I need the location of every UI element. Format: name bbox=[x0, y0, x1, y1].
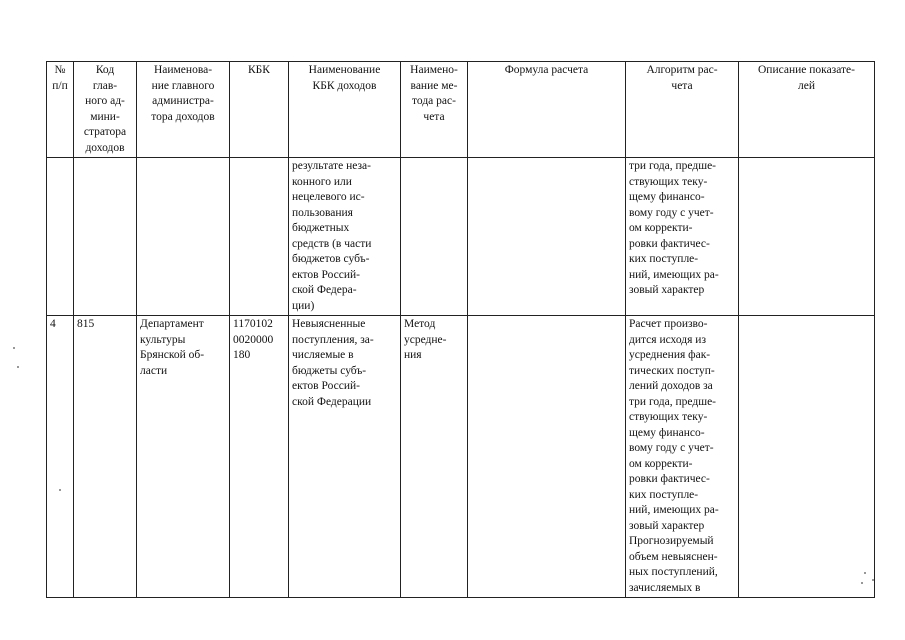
cell-number: 4 bbox=[47, 316, 74, 598]
cell-formula bbox=[468, 316, 626, 598]
header-kbk: КБК bbox=[230, 62, 289, 158]
cell-method-name: Метод усредне- ния bbox=[401, 316, 468, 598]
cell-algorithm: Расчет произво- дится исходя из усреднения фак- тических поступ- лений доходов за три года, предше- ствующих теку- щему финансо- вому году с учет- ом корректи- ровки фактичес- ких поступле- ний, имеющих ра- зовый характер Прогнозируемый объем невыяснен- ных поступлений, зачисляемых в bbox=[626, 316, 739, 598]
cell-kbk-name: Невыясненные поступления, за- числяемые в бюджеты субъ- ектов Россий- ской Федерации bbox=[289, 316, 401, 598]
cell-kbk: 1170102 0020000 180 bbox=[230, 316, 289, 598]
scan-speck bbox=[872, 579, 874, 581]
header-description: Описание показате- лей bbox=[739, 62, 875, 158]
header-kbk-name: Наименование КБК доходов bbox=[289, 62, 401, 158]
cell-description bbox=[739, 316, 875, 598]
scan-speck bbox=[861, 582, 863, 584]
cell-formula bbox=[468, 158, 626, 316]
revenue-methodology-table bbox=[46, 61, 875, 598]
cell-admin-code bbox=[74, 158, 137, 316]
cell-kbk bbox=[230, 158, 289, 316]
table-row bbox=[47, 158, 875, 316]
cell-description bbox=[739, 158, 875, 316]
scan-speck bbox=[13, 347, 15, 349]
scan-speck bbox=[17, 366, 19, 368]
table-header-row bbox=[47, 62, 875, 158]
cell-admin-name bbox=[137, 158, 230, 316]
table-row bbox=[47, 316, 875, 598]
cell-method-name bbox=[401, 158, 468, 316]
cell-admin-code: 815 bbox=[74, 316, 137, 598]
cell-algorithm: три года, предше- ствующих теку- щему финансо- вому году с учет- ом корректи- ровки фактичес- ких поступле- ний, имеющих ра- зовый характер bbox=[626, 158, 739, 316]
header-admin-name: Наименова- ние главного администра- тора доходов bbox=[137, 62, 230, 158]
cell-number bbox=[47, 158, 74, 316]
header-number: № п/п bbox=[47, 62, 74, 158]
scan-speck bbox=[864, 572, 866, 574]
header-algorithm: Алгоритм рас- чета bbox=[626, 62, 739, 158]
scan-speck bbox=[59, 489, 61, 491]
header-admin-code: Код глав- ного ад- мини- стратора доходов bbox=[74, 62, 137, 158]
cell-kbk-name: результате неза- конного или нецелевого ис- пользования бюджетных средств (в части бюджетов субъ- ектов Россий- ской Федера- ции) bbox=[289, 158, 401, 316]
header-formula: Формула расчета bbox=[468, 62, 626, 158]
cell-admin-name: Департамент культуры Брянской об- ласти bbox=[137, 316, 230, 598]
header-method-name: Наимено- вание ме- тода рас- чета bbox=[401, 62, 468, 158]
